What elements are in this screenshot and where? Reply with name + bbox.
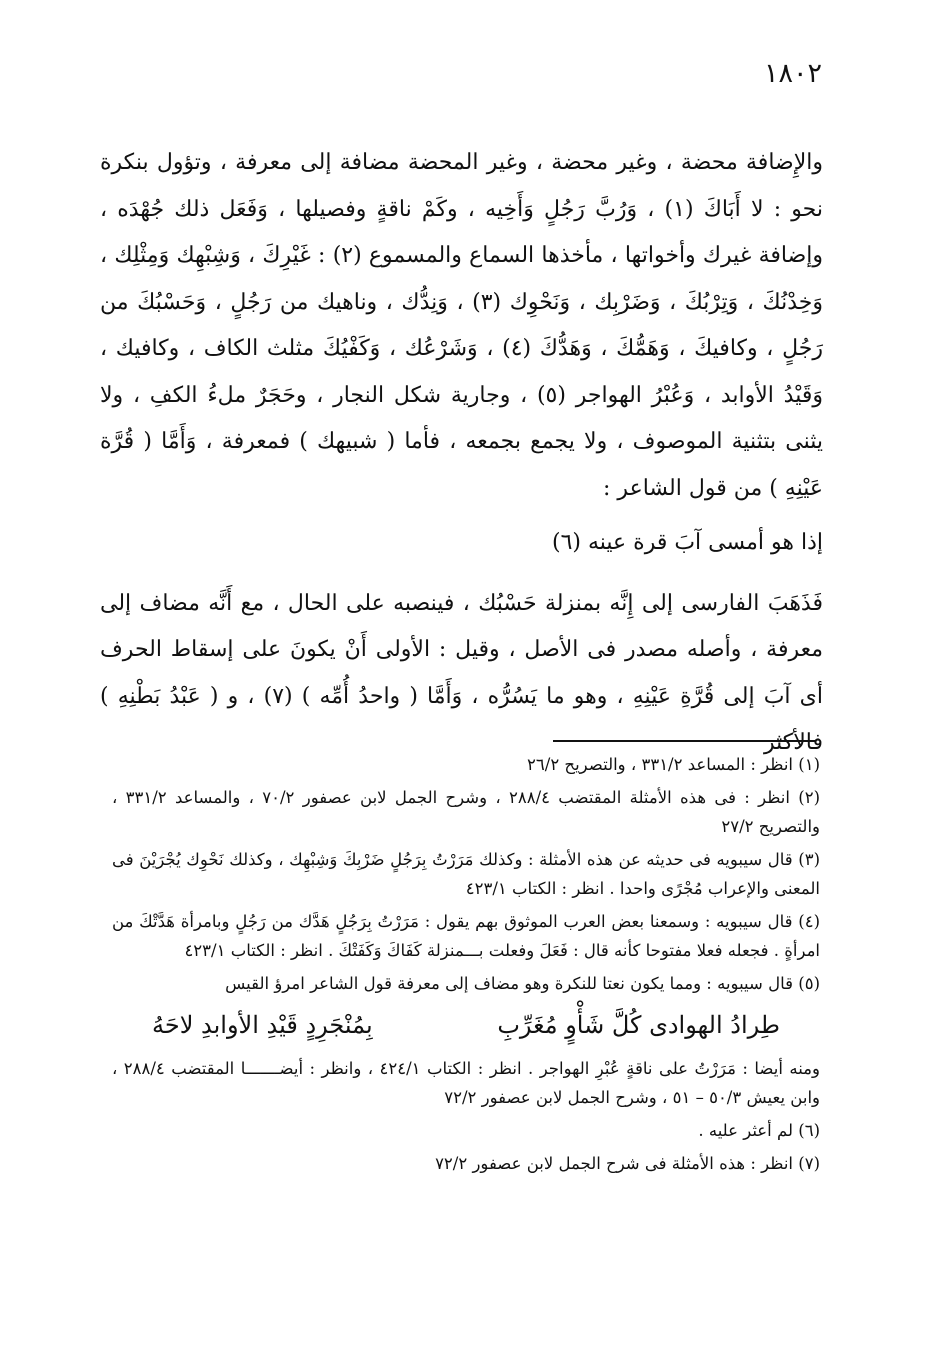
footnote-5-continuation: ومنه أيضا : مَرَرْتُ على ناقةٍ عُبْرِ الهواجر . انظر : الكتاب ٤٢٤/١ ، وانظر : أيضـــــــا المقتضب ٢٨٨/٤ ، وابن يعيش ٥٠/٣ – ٥١ ، وشرح الجمل لابن عصفور ٧٢/٢: [112, 1059, 820, 1107]
footnote-1: (١) انظر : المساعد ٣٣١/٢ ، والتصريح ٢٦/٢: [527, 755, 820, 774]
footnote-5: (٥) قال سيبويه : ومما يكون نعتا للنكرة وهو مضاف إلى معرفة قول الشاعر امرؤ القيس: [225, 974, 820, 993]
footnote-3: (٣) قال سيبويه فى حديثه عن هذه الأمثلة : وكذلك مَرَرْتُ بِرَجُلٍ ضَرْبِكَ وَشِبْهِك ، وكذلك نَحْوِك يُجْرَيْنَ فى المعنى والإعراب مُجْرًى واحدا . انظر : الكتاب ٤٢٣/١: [112, 850, 820, 898]
paragraph-2: فَذَهَبَ الفارسى إلى إِنَّه بمنزلة حَسْبُك ، فينصبه على الحال ، مع أَنَّه مضاف إلى معرفة ، وأصله مصدر فى الأصل ، وقيل : الأولى أَنْ يكونَ على إسقاط الحرف أى آبَ إلى قُرَّةِ عَيْنِهِ ، وهو ما يَسُرُّه ، وَأَمَّا ( واحدُ أُمِّه ) (٧) ، و ( عَبْدُ بَطْنِهِ ) فالأكثر: [100, 590, 823, 755]
paragraph-1: والإِضافة محضة ، وغير محضة ، وغير المحضة مضافة إلى معرفة ، وتؤول بنكرة نحو : لا أَبَاكَ (١) ، وَرُبَّ رَجُلٍ وَأَخِيه ، وكَمْ ناقةٍ وفصيلها ، وَفَعَل ذلك جُهْدَه ، وإضافة غيرك وأخواتها ، مأخذها السماع والمسموع (٢) : غَيْرِكَ ، وَشِبْهِك وَمِثْلِك ، وَخِدْنُكَ ، وَتِرْبُكَ ، وَضَرْبِك ، وَنَحْوِك (٣) ، وَنِدُّك ، وناهيك من رَجُلٍ ، وَحَسْبُكَ من رَجُلٍ ، وكافيكَ ، وَهَمُّكَ ، وَهَدُّكَ (٤) ، وَشَرْعُك ، وَكَفْيُكَ مثلث الكاف ، وكافيك ، وَقَيْدُ الأوابد ، وَعُبْرُ الهواجر (٥) ، وجارية شكل النجار ، وحَجَرٌ ملءُ الكفِ ، ولا يثنى بتثنية الموصوف ، ولا يجمع بجمعه ، فأما ( شبيهك ) فمعرفة ، وَأَمَّا ( قُرَّة عَيْنِهِ ) من قول الشاعر :: [100, 150, 823, 501]
quoted-verse: إذا هو أمسى آبَ قرة عينه (٦): [551, 530, 823, 555]
verse-first-hemistich: طِرادُ الهوادى كُلَّ شَأْوٍ مُغَرِّبِ: [497, 1011, 780, 1039]
footnote-2: (٢) انظر : فى هذه الأمثلة المقتضب ٢٨٨/٤ ، وشرح الجمل لابن عصفور ٧٠/٢ ، والمساعد ٣٣١/٢ ، والتصريح ٢٧/٢: [112, 788, 821, 836]
footnotes: [112, 750, 820, 1182]
footnote-5-verse: [152, 1002, 780, 1048]
main-text: [100, 140, 823, 767]
footnote-7: (٧) انظر : هذه الأمثلة فى شرح الجمل لابن عصفور ٧٢/٢: [435, 1154, 820, 1173]
page-number: ١٨٠٢: [763, 58, 822, 89]
footnote-4: (٤) قال سيبويه : وسمعنا بعض العرب الموثوق بهم يقول : مَرَرْتُ بِرَجُلٍ هَدَّك من رَجُلٍ وبامرأة هَدَّتْكَ من امرأةٍ . فجعله فعلا مفتوحا كأنه قال : فَعَلَ وفعلت بـــمنزلة كَفَاكَ وَكَفَتْكَ . انظر : الكتاب ٤٢٣/١: [112, 912, 820, 960]
footnote-divider: [553, 740, 815, 742]
footnote-6: (٦) لم أعثر عليه .: [698, 1121, 820, 1140]
verse-second-hemistich: بِمُنْجَرِدٍ قَيْدِ الأوابدِ لاحَهُ: [152, 1011, 373, 1039]
